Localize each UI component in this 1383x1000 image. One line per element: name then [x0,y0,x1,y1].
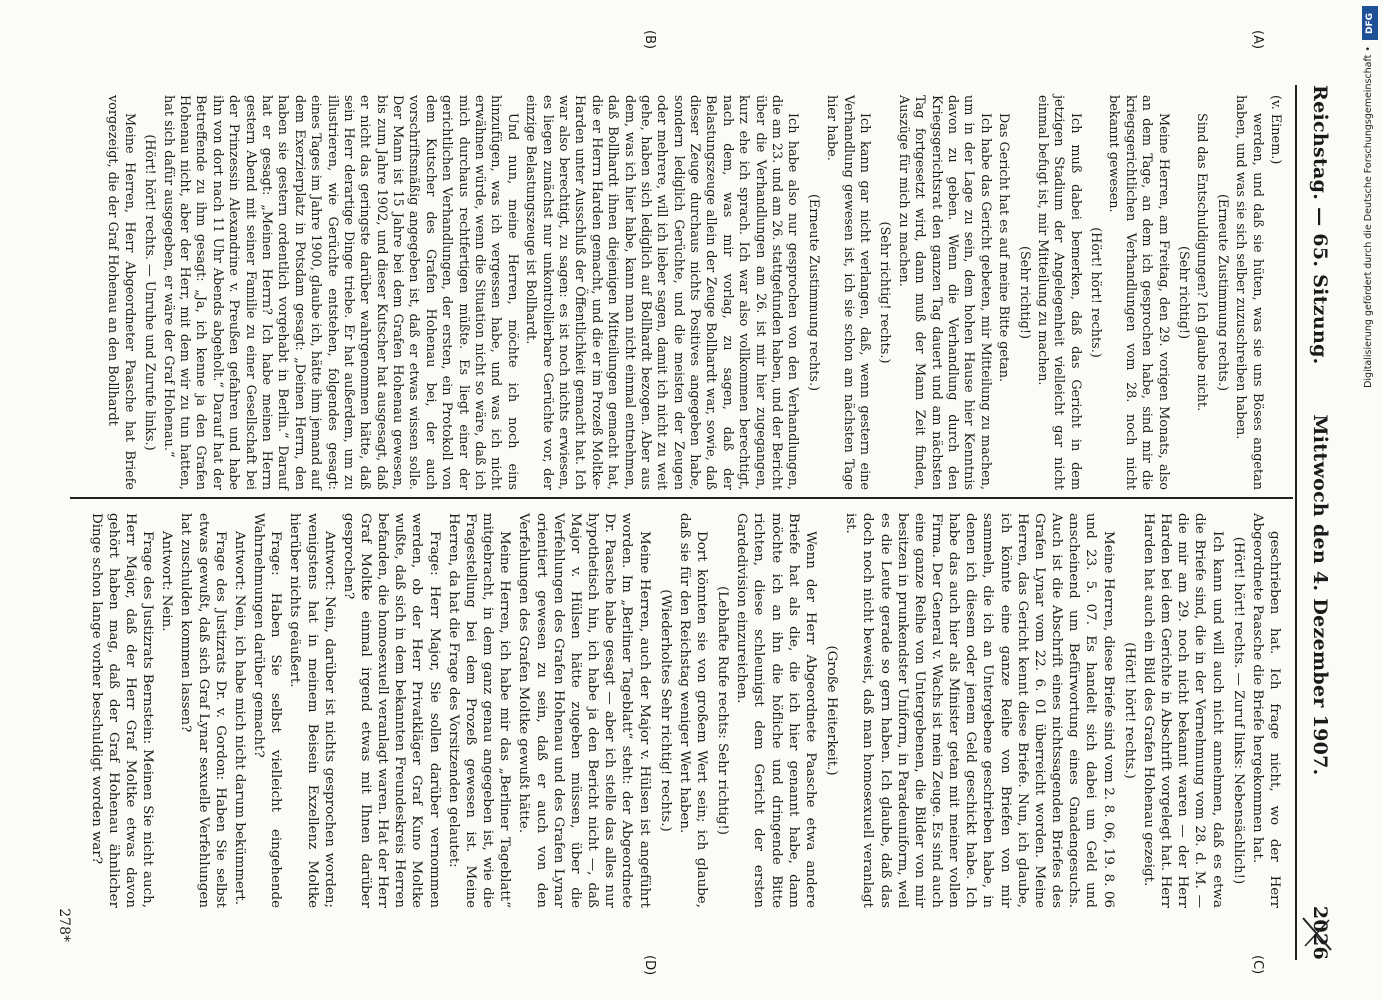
watermark-text: Digitalisierung gefördert durch die Deutsche Forschungsgemeinschaft • [1363,46,1374,388]
page-number-text: 2026 [1309,905,1331,960]
paragraph: werden, und daß sie hüten, was sie uns Böses angetan haben, und was sie sich selber zuzuschreiben haben. [1233,95,1265,490]
paragraph: Antwort: Nein, darüber ist nichts gesprochen worden; wenigstens hat in meinem Beisein Exzellenz Moltke hierüber nichts geäußert. [287,513,337,908]
margin-marker-b: (B) [642,30,657,50]
paragraph: Frage: Herr Major, Sie sollen darüber vernommen werden, ob der Herr Privatkläger Graf Kuno Moltke wußte, daß sich in dem bekannten Freundeskreis Herren befanden, die homosexuell veranlagt waren. Hat der Herr Graf Moltke einmal irgend etwas mit Ihnen darüber gesprochen? [340,513,442,908]
interjection: (Lebhafte Rufe rechts: Sehr richtig!) [715,585,731,836]
header-left: Reichstag. — 65. Sitzung. [1309,85,1331,365]
strike-mark-icon [1299,914,1335,954]
paragraph: Ich kann und will auch nicht annehmen, daß es etwa die Briefe sind, die in der Vernehmung vom 28. d. M. — die mir am 29. noch nicht bekannt waren — der Herr Harden bei dem Gerichte in Abschrift vorgelegt hat. Herr Harden hat auch ein Bild des Grafen Hohenau gezeigt. [1140,513,1225,908]
interjection: (Erneute Zustimmung rechts.) [805,193,821,392]
paragraph: Frage des Justizrats Dr. v. Gordon: Haben Sie selbst etwas gewußt, daß sich Graf Lynar sexuelle Verfehlungen hat zuschulden kommen lassen? [178,513,228,908]
interjection: (Sehr richtig!) [1016,246,1032,339]
paragraph: Frage: Haben Sie selbst vielleicht eingehende Wahrnehmungen darüber gemacht? [251,513,284,908]
page-header [1301,85,1331,960]
header-rule [1295,85,1297,960]
interjection: (Hört! hört! rechts. — Unruhe und Zurufe links.) [142,134,158,451]
paragraph: Ich kann gar nicht verlangen, daß, wenn gestern eine Verhandlung gewesen ist, ich sie schon am nächsten Tage hier habe. [824,95,873,490]
paragraph: Antwort: Nein, ich habe mich nicht darum bekümmert. [231,531,247,905]
interjection: (Wiederholtes Sehr richtig! rechts.) [657,589,673,832]
dfg-logo-icon: DFG [1362,6,1378,40]
paragraph: Und nun, meine Herren, möchte ich noch eins hinzufügen, was ich vergessen habe, und was ich nicht erwähnen würde, wenn die Situation nicht so wäre, daß ich mich durchaus rechtfertigen müßte. Es liegt einer der gerichtlichen Verhandlungen, der ersten, ein Protokoll von dem Kutscher des Grafen Hohenau bei, der auch vorschriftsmäßig angegeben ist, daß er etwas wissen solle. Der Mann ist 15 Jahre bei dem Grafen Hohenau gewesen, bis zum Jahre 1902, und dieser Kutscher hat ausgesagt, daß er nicht das geringste darüber wahrgenommen hätte, daß sein Herr derartige Dinge triebe. Er hat außerdem, um zu illustrieren, wie Gerüchte entstehen, folgendes gesagt: eines Tages im Jahre 1900, glaube ich, hätte ihm jemand auf dem Exerzierplatz in Potsdam gesagt: „Deinen Herrn, den haben sie gestern ordentlich vorgehabt in Berlin.“ Darauf hat er gesagt: „Meinen Herrn? Ich habe meinen Herrn gestern Abend mit seiner Familie zu einer Gesellschaft bei der Prinzessin Alexandrine v. Preußen gefahren und habe ihn von dort nach 11 Uhr Abends abgeholt.“ Darauf hat der Betreffende zu ihm gesagt: „Ja, ich kenne ja den Grafen Hohenau nicht, aber der Herr, mit dem wir zu tun hatten, hat sich dafür ausgegeben, er wäre der Graf Hohenau.“ [160,95,520,490]
interjection: (Hört! hört! rechts.) [1088,227,1104,358]
paragraph: Das Gericht hat es auf meine Bitte getan. [996,113,1012,383]
speaker-label: (v. Einem.) [1268,95,1283,165]
page-number [1309,906,1331,960]
interjection: (Sehr richtig! rechts.) [877,221,893,364]
paragraph: geschrieben hat. Ich frage nicht, wo der Herr Abgeordnete Paasche die Briefe hergekommen hat. [1249,513,1282,908]
paragraph: Wenn der Herr Abgeordnete Paasche etwa andere Briefe hat als die, die ich hier genannt habe, dann möchte ich an ihn die höfliche und dringende Bitte richten, diese schleunigst dem Gericht der ersten Gardedivision einzureichen. [734,513,818,908]
left-column [102,95,1283,490]
paragraph: Meine Herren, diese Briefe sind vom 2. 8. 06, 19. 8. 06 und 23. 5. 07. Es handelt sich dabei um Geld und anscheinend um Befürwortung eines Gnadengesuchs. Auch ist die Abschrift eines nichtssagenden Briefes des Grafen Lynar vom 22. 6. 01 überreicht worden. Meine Herren, das Gericht kennt diese Briefe. Nun, ich glaube, ich könnte eine ganze Reihe von Briefen von mir sammeln, die ich an Untergebene geschrieben habe, in denen ich diesem oder jenem Geld geschickt habe. Ich habe das auch hier als Minister getan mit meiner vollen Firma. Der General v. Wachs ist mein Zeuge. Es sind auch eine ganze Reihe von Untergebenen, die Bilder von mir besitzen in prunkendster Uniform, in Paradeuniform, weil es die Leute gerade so gern haben. Ich glaube, daß das doch noch nicht beweist, daß man homosexuell veranlagt ist. [843,513,1116,908]
right-column [86,513,1283,908]
paragraph: Frage des Justizrats Bernstein: Meinen Sie nicht auch, Herr Major, daß der Herr Graf Moltke etwas davon gehört haben mag, daß der Graf Hohenau ähnlicher Dinge schon lange vorher beschuldigt worden war? [88,513,156,908]
paragraph: Ich habe das Gericht gebeten, mir Mitteilung zu machen, um in der Lage zu sein, dem hohen Hause hier Kenntnis davon zu geben. Wenn die Verhandlung durch den Kriegsgerichtsrat den ganzen Tag dauert und am nächsten Tag fortgesetzt wird, dann muß der Mann Zeit finden, Auszüge für mich zu machen. [895,95,993,490]
paragraph: Meine Herren, Herr Abgeordneter Paasche hat Briefe vorgezeigt, die der Graf Hohenau an den Bollhardt [105,95,137,490]
interjection: (Hört! hört! rechts.) [1121,642,1137,779]
column-divider [70,497,1293,499]
paragraph: Dort könnten sie von großem Wert sein; ich glaube, daß sie für den Reichstag weniger Wert haben. [676,513,709,908]
margin-marker-a: (A) [1250,30,1265,50]
paragraph: Ich muß dabei bemerken, daß das Gericht in dem jetzigen Stadium der Angelegenheit vielleicht gar nicht einmal befugt ist, mir Mitteilung zu machen. [1034,95,1083,490]
paragraph: Meine Herren, ich habe mir das „Berliner Tageblatt“ mitgebracht, in dem ganz genau angegeben ist, wie die Fragestellung bei dem Prozeß gewesen ist. Meine Herren, da hat die Frage des Vorsitzenden gelautet: [445,513,513,908]
sheet-number: 278* [56,908,72,942]
margin-marker-c: (C) [1250,955,1265,975]
header-date: Mittwoch den 4. Dezember 1907. [1309,414,1331,776]
paragraph: Ich habe also nur gesprochen von den Verhandlungen, die am 23. und am 26. stattgefunden haben, und der Bericht über die Verhandlungen am 26. ist mir hier zugegangen, kurz ehe ich sprach. Ich war also vollkommen berechtigt, nach dem, was mir vorlag, zu sagen, daß der Belastungszeuge allein der Zeuge Bollhardt war, sowie, daß dieser Zeuge durchaus nichts Positives angegeben habe, sondern lediglich Gerüchte, und die meisten der Zeugen oder mehrere, will ich lieber sagen, damit ich nicht zu weit gehe, haben sich lediglich auf Bollhardt bezogen. Aber aus dem, was ich hier habe, kann man nicht einmal entnehmen, daß Bollhardt ihnen diejenigen Mitteilungen gemacht hat, die er Herrn Harden gemacht, und die er im Prozeß Moltke-Harden unter Ausschluß der Öffentlichkeit gemacht hat. Ich war also berechtigt, zu sagen: es ist noch nichts erwiesen, es liegen zunächst nur unkontrollierbare Gerüchte vor, der einzige Belastungszeuge ist Bollhardt. [523,95,801,490]
paragraph: Sind das Entschuldigungen? Ich glaube nicht. [1194,113,1210,412]
paragraph: Antwort: Nein. [159,531,175,632]
interjection: (Erneute Zustimmung rechts.) [1214,193,1230,392]
dfg-watermark [1359,6,1381,646]
paragraph: Meine Herren, am Freitag, den 29. vorigen Monats, also an dem Tage, an dem ich gesprochen habe, sind mir die kriegsgerichtlichen Verhandlungen vom 28. noch nicht bekannt gewesen. [1106,95,1171,490]
interjection: (Große Heiterkeit.) [824,645,840,776]
paragraph: Meine Herren, auch der Major v. Hülsen ist angeführt worden. Im „Berliner Tageblatt“ steht: der Abgeordnete Dr. Paasche habe gesagt — aber ich stelle das alles nur hypothetisch hin, ich habe ja den Bericht nicht —, daß Major v. Hülsen hätte zugeben müssen, über die Verfehlungen des Grafen Hohenau und des Grafen Lynar orientiert gewesen zu sein, daß er auch von den Verfehlungen des Grafen Moltke gewußt hätte. [516,513,652,908]
interjection: (Sehr richtig!) [1176,246,1192,339]
interjection: (Hört! hört! rechts. — Zuruf links: Nebensächlich!) [1230,536,1246,885]
margin-marker-d: (D) [642,955,657,976]
